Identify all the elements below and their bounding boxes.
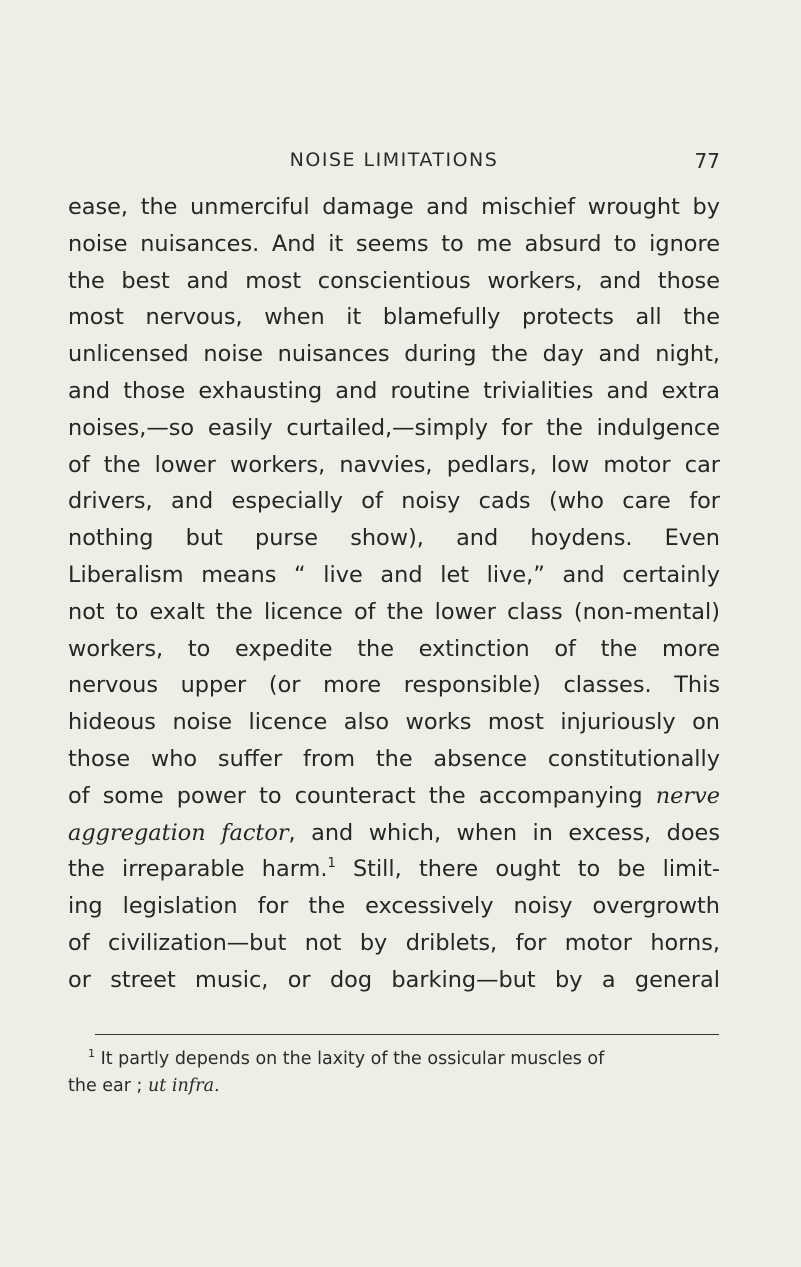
footnote-marker: 1: [88, 1047, 95, 1060]
running-title: NOISE LIMITATIONS: [289, 149, 499, 171]
text-line: most nervous, when it blamefully protects all the: [68, 304, 720, 331]
text-line: drivers, and especially of noisy cads (who care for: [68, 488, 720, 515]
text-segment: It partly depends on the laxity of the ossicular muscles of: [95, 1049, 605, 1069]
text-line: of the lower workers, navvies, pedlars, low motor car: [68, 451, 720, 478]
text-line: [68, 851, 720, 888]
text-line: ease, the unmerciful damage and mischief wrought by: [68, 194, 720, 220]
body-text: [68, 189, 720, 999]
footnote-line: [68, 1046, 720, 1073]
text-segment: Still, there ought to be limit-: [335, 856, 720, 883]
text-line: ing legislation for the excessively noisy overgrowth: [68, 893, 720, 920]
page-number: 77: [694, 149, 720, 173]
text-line: not to exalt the licence of the lower class (non-mental): [68, 598, 720, 625]
text-segment: the ear ;: [68, 1076, 148, 1096]
text-segment: the irreparable harm.: [68, 856, 328, 883]
text-line: nothing but purse show), and hoydens. Even: [68, 525, 720, 552]
text-line: unlicensed noise nuisances during the day and night,: [68, 341, 720, 368]
text-line: noise nuisances. And it seems to me absurd to ignore: [68, 230, 720, 257]
text-line: the best and most conscientious workers, and those: [68, 267, 720, 294]
footnote-reference: 1: [327, 856, 336, 872]
text-line: [68, 778, 720, 815]
italic-term: aggregation factor: [68, 819, 289, 846]
text-line: Liberalism means “ live and let live,” and certainly: [68, 561, 720, 588]
text-line: and those exhausting and routine trivialities and extra: [68, 377, 720, 404]
footnote: [68, 1046, 720, 1100]
text-line: or street music, or dog barking—but by a general: [68, 966, 720, 993]
footnote-line: [68, 1073, 720, 1100]
italic-term: ut infra.: [148, 1076, 220, 1096]
text-line: of civilization—but not by driblets, for motor horns,: [68, 929, 720, 956]
text-line: [68, 815, 720, 852]
text-line: workers, to expedite the extinction of the more: [68, 635, 720, 662]
text-line: those who suffer from the absence constitutionally: [68, 745, 720, 772]
running-head: [68, 149, 720, 179]
text-segment: of some power to counteract the accompanying: [68, 782, 643, 809]
text-line: noises,—so easily curtailed,—simply for the indulgence: [68, 414, 720, 441]
text-segment: , and which, when in excess, does: [288, 819, 720, 846]
footnote-divider: [95, 1034, 719, 1035]
text-line: nervous upper (or more responsible) classes. This: [68, 672, 720, 699]
text-line: hideous noise licence also works most injuriously on: [68, 709, 720, 736]
italic-term: nerve: [655, 782, 720, 809]
